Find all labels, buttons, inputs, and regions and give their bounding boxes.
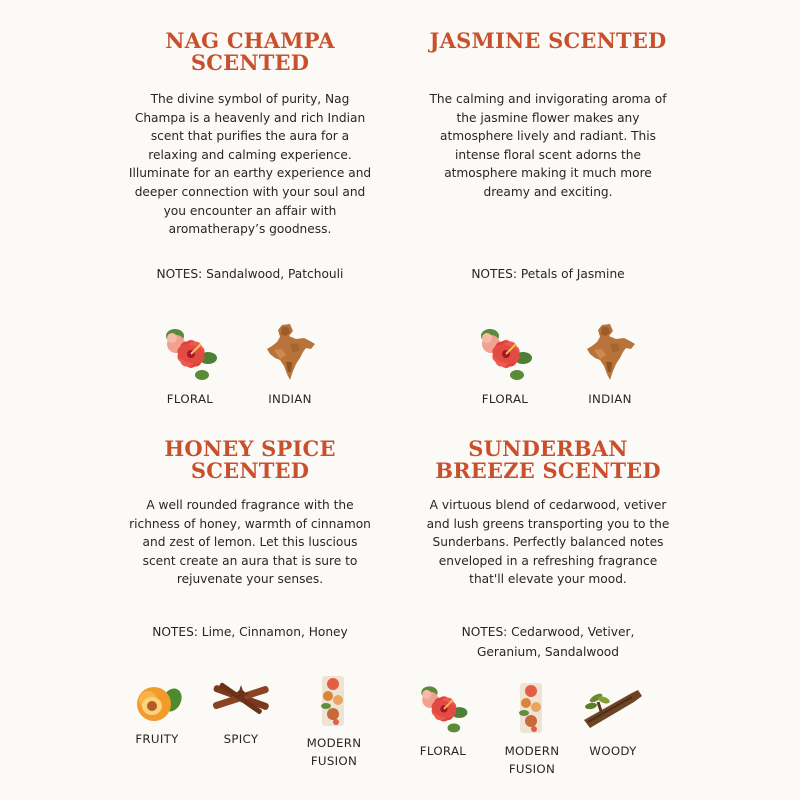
description-line: you encounter an affair with xyxy=(163,203,337,218)
hibiscus-icon xyxy=(160,322,220,384)
description-line: Sunderbans. Perfectly balanced notes xyxy=(432,535,664,550)
section-title xyxy=(378,30,718,52)
icon-item xyxy=(284,674,384,770)
icon-label xyxy=(393,742,493,760)
description-line: atmosphere making it much more xyxy=(444,166,652,181)
label-line: INDIAN xyxy=(268,392,312,406)
label-line: FUSION xyxy=(310,754,358,768)
icon-label xyxy=(191,730,291,748)
label-line: MODERN xyxy=(306,736,362,750)
title-line: JASMINE SCENTED xyxy=(429,28,667,53)
icon-label xyxy=(560,390,660,408)
description-line: aromatherapy’s goodness. xyxy=(168,222,332,237)
icon-label xyxy=(455,390,555,408)
floral-bouquet-icon xyxy=(512,680,552,736)
section-notes xyxy=(80,622,420,642)
title-line: SCENTED xyxy=(190,458,310,483)
section-notes xyxy=(80,264,420,284)
icon-label xyxy=(240,390,340,408)
section-notes xyxy=(378,264,718,284)
section-jasmine xyxy=(378,28,718,406)
label-line: MODERN xyxy=(504,744,560,758)
wood-branch-icon xyxy=(580,680,646,736)
description-line: deeper connection with your soul and xyxy=(134,184,366,199)
section-sunderban-breeze xyxy=(378,436,718,776)
label-line: WOODY xyxy=(589,744,637,758)
description-line: richness of honey, warmth of cinnamon xyxy=(129,516,371,531)
section-nag-champa xyxy=(80,28,420,406)
notes-line: NOTES: Petals of Jasmine xyxy=(471,267,625,281)
label-line: FLORAL xyxy=(419,744,467,758)
title-line: HONEY SPICE xyxy=(164,436,336,461)
title-line: BREEZE SCENTED xyxy=(435,458,661,483)
description-line: relaxing and calming experience. xyxy=(148,147,352,162)
label-line: FUSION xyxy=(508,762,556,776)
description-line: The divine symbol of purity, Nag xyxy=(150,92,350,106)
cinnamon-icon xyxy=(206,674,276,724)
description-line: Champa is a heavenly and rich Indian xyxy=(134,110,366,125)
peach-icon xyxy=(126,674,188,724)
description-line: rejuvenate your senses. xyxy=(176,572,324,587)
description-line: that'll elevate your mood. xyxy=(469,572,627,587)
label-line: INDIAN xyxy=(588,392,632,406)
icon-label xyxy=(563,742,663,760)
icon-item xyxy=(140,322,240,408)
section-description xyxy=(378,496,718,589)
section-title xyxy=(80,30,420,74)
description-line: and zest of lemon. Let this luscious xyxy=(142,535,358,550)
description-line: atmosphere lively and radiant. This xyxy=(440,129,656,144)
section-title xyxy=(80,438,420,482)
label-line: FLORAL xyxy=(166,392,214,406)
description-line: A virtuous blend of cedarwood, vetiver xyxy=(429,498,667,512)
description-line: the jasmine flower makes any xyxy=(456,110,640,125)
description-line: and lush greens transporting you to the xyxy=(426,516,670,531)
india-map-icon xyxy=(260,322,320,384)
icon-label xyxy=(284,734,384,770)
title-line: NAG CHAMPA xyxy=(165,28,335,53)
section-title xyxy=(378,438,718,482)
notes-line: Geranium, Sandalwood xyxy=(476,645,619,659)
icon-item xyxy=(455,322,555,408)
icon-label xyxy=(140,390,240,408)
description-line: intense floral scent adorns the xyxy=(454,147,642,162)
label-line: SPICY xyxy=(223,732,259,746)
icon-row xyxy=(80,674,420,774)
notes-line: NOTES: Cedarwood, Vetiver, xyxy=(461,625,635,639)
title-line: SCENTED xyxy=(190,50,310,75)
section-description xyxy=(80,496,420,589)
label-line: FRUITY xyxy=(135,732,179,746)
icon-item xyxy=(563,680,663,760)
india-map-icon xyxy=(580,322,640,384)
description-line: dreamy and exciting. xyxy=(483,184,613,199)
description-line: enveloped in a refreshing fragrance xyxy=(438,553,658,568)
description-line: scent that purifies the aura for a xyxy=(150,129,350,144)
icon-row xyxy=(80,322,420,422)
label-line: FLORAL xyxy=(481,392,529,406)
icon-item xyxy=(560,322,660,408)
section-honey-spice xyxy=(80,436,420,768)
hibiscus-icon xyxy=(475,322,535,384)
icon-item xyxy=(191,674,291,748)
floral-bouquet-icon xyxy=(314,674,354,728)
section-notes xyxy=(378,622,718,662)
description-line: Illuminate for an earthy experience and xyxy=(128,166,372,181)
icon-item xyxy=(393,680,493,760)
title-line: SUNDERBAN xyxy=(468,436,628,461)
section-description xyxy=(378,90,718,202)
description-line: The calming and invigorating aroma of xyxy=(429,92,667,106)
notes-line: NOTES: Sandalwood, Patchouli xyxy=(156,267,344,281)
icon-row xyxy=(378,322,718,422)
notes-line: NOTES: Lime, Cinnamon, Honey xyxy=(152,625,348,639)
description-line: scent create an aura that is sure to xyxy=(142,553,358,568)
section-description xyxy=(80,90,420,239)
icon-item xyxy=(240,322,340,408)
hibiscus-icon xyxy=(413,680,473,736)
description-line: A well rounded fragrance with the xyxy=(146,498,354,512)
icon-row xyxy=(378,680,718,780)
